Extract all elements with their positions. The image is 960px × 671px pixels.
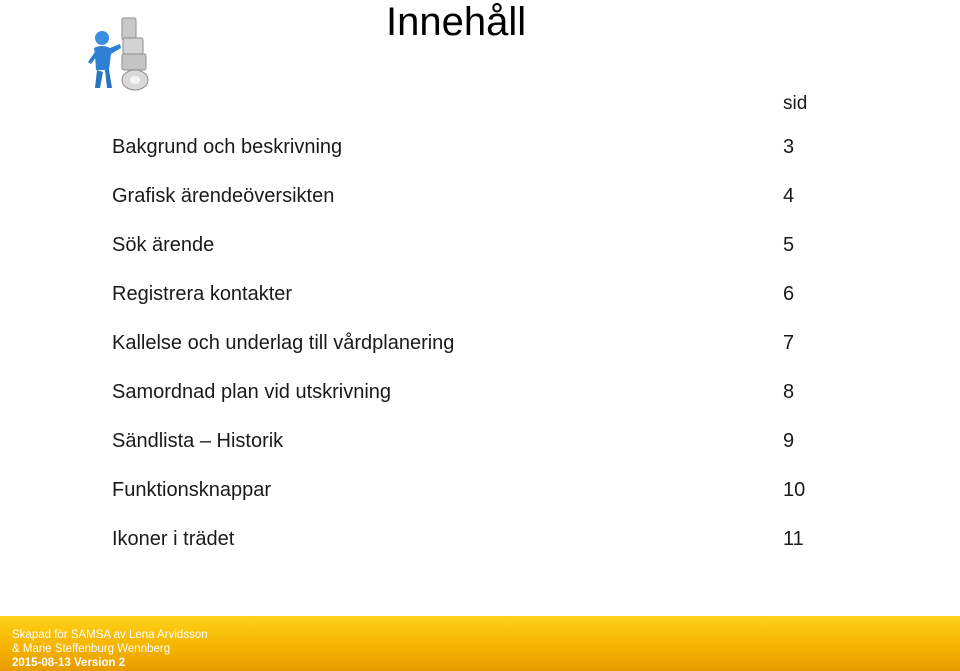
footer-version: 2015-08-13 Version 2 — [12, 657, 126, 669]
toc-entry-page: 11 — [783, 528, 804, 550]
toc-entry-label: Sök ärende — [112, 234, 215, 256]
toc-entry-label: Grafisk ärendeöversikten — [112, 185, 335, 207]
info-person-icon — [80, 14, 152, 94]
toc-entry-label: Funktionsknappar — [112, 479, 271, 501]
toc-entry-page: 4 — [783, 185, 795, 207]
toc-entry-label: Ikoner i trädet — [112, 528, 235, 550]
toc-entry-label: Registrera kontakter — [112, 283, 293, 305]
toc-entry-label: Kallelse och underlag till vårdplanering — [112, 332, 455, 354]
footer-credit-line: Skapad för SAMSA av Lena Arvidsson — [12, 629, 208, 641]
toc-entry[interactable] — [112, 280, 832, 329]
footer-bar — [0, 616, 960, 671]
toc-entry[interactable] — [112, 378, 832, 427]
toc-entry-page: 5 — [783, 234, 795, 256]
toc-entry-label: Bakgrund och beskrivning — [112, 136, 343, 158]
page-title: Innehåll — [386, 0, 527, 44]
toc-entry-page: 3 — [783, 136, 795, 158]
toc-entry[interactable] — [112, 231, 832, 280]
toc-entry-page: 6 — [783, 283, 795, 305]
toc-entry[interactable] — [112, 427, 832, 476]
page-column-header: sid — [783, 93, 808, 114]
toc-entry-page: 7 — [783, 332, 795, 354]
table-of-contents — [112, 133, 832, 574]
toc-entry-page: 10 — [783, 479, 806, 501]
toc-entry[interactable] — [112, 329, 832, 378]
toc-entry[interactable] — [112, 476, 832, 525]
toc-entry[interactable] — [112, 525, 832, 574]
toc-entry[interactable] — [112, 182, 832, 231]
footer-credit-line: & Marie Steffenburg Wennberg — [12, 643, 171, 655]
toc-entry-label: Sändlista – Historik — [112, 430, 284, 452]
toc-entry-page: 8 — [783, 381, 795, 403]
toc-entry-page: 9 — [783, 430, 795, 452]
info-figure-logo — [80, 14, 152, 94]
toc-entry[interactable] — [112, 133, 832, 182]
toc-entry-label: Samordnad plan vid utskrivning — [112, 381, 392, 403]
